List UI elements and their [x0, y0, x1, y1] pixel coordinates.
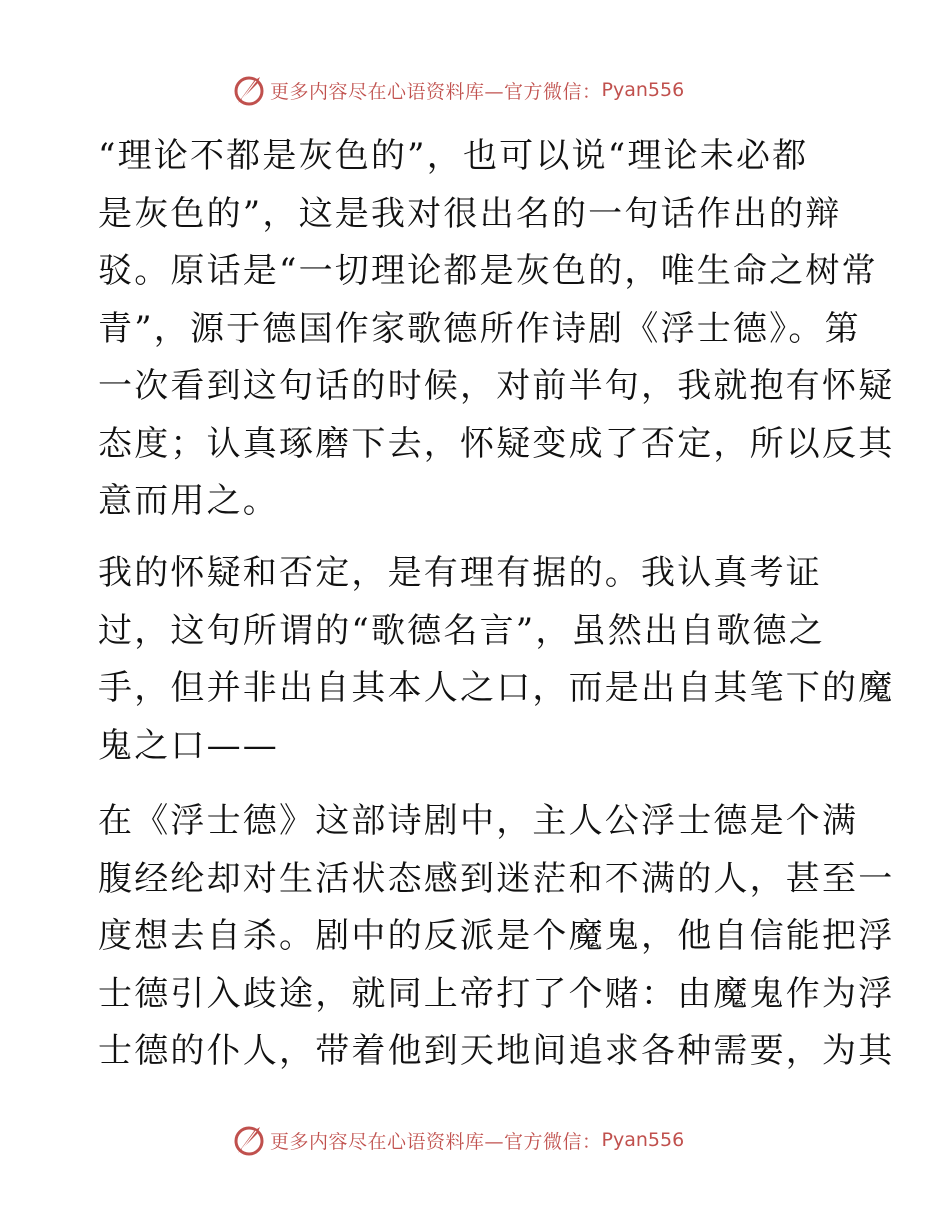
text-line: 士德引入歧途，就同上帝打了个赌：由魔鬼作为浮 [98, 973, 895, 1014]
paragraph-1 [98, 128, 895, 531]
quill-pen-logo-icon [232, 1123, 266, 1157]
header-banner-text: 更多内容尽在心语资料库—官方微信： [270, 80, 602, 103]
text-line: 鬼之口—— [98, 725, 279, 766]
text-line: 我的怀疑和否定，是有理有据的。我认真考证 [98, 553, 822, 593]
paragraph-2 [98, 545, 895, 775]
text-line: 在《浮士德》这部诗剧中，主人公浮士德是个满 [98, 801, 859, 841]
footer-banner-text: 更多内容尽在心语资料库—官方微信： [270, 1130, 602, 1153]
quill-pen-logo-icon [232, 73, 266, 107]
text-line: 过，这句所谓的“歌德名言”，虽然出自歌德之 [98, 610, 825, 651]
header-wechat-id: Pyan556 [601, 79, 685, 101]
footer-banner [232, 1120, 752, 1160]
paragraph-3 [98, 793, 895, 1081]
text-line: 意而用之。 [98, 481, 279, 521]
header-banner [232, 70, 752, 110]
text-line: 青”，源于德国作家歌德所作诗剧《浮士德》。第 [98, 308, 861, 349]
text-line: 手，但并非出自其本人之口，而是出自其笔下的魔 [98, 668, 895, 708]
text-line: “理论不都是灰色的”，也可以说“理论未必都 [98, 136, 809, 176]
footer-wechat-id: Pyan556 [601, 1129, 685, 1151]
text-line: 是灰色的”，这是我对很出名的一句话作出的辩 [98, 193, 842, 234]
text-line: 一次看到这句话的时候，对前半句，我就抱有怀疑 [98, 366, 895, 406]
text-line: 度想去自杀。剧中的反派是个魔鬼，他自信能把浮 [98, 916, 895, 956]
text-line: 腹经纶却对生活状态感到迷茫和不满的人，甚至一 [98, 858, 895, 899]
text-line: 驳。原话是“一切理论都是灰色的，唯生命之树常 [98, 251, 878, 291]
text-line: 态度；认真琢磨下去，怀疑变成了否定，所以反其 [98, 423, 895, 464]
text-line: 士德的仆人，带着他到天地间追求各种需要，为其 [98, 1031, 895, 1071]
